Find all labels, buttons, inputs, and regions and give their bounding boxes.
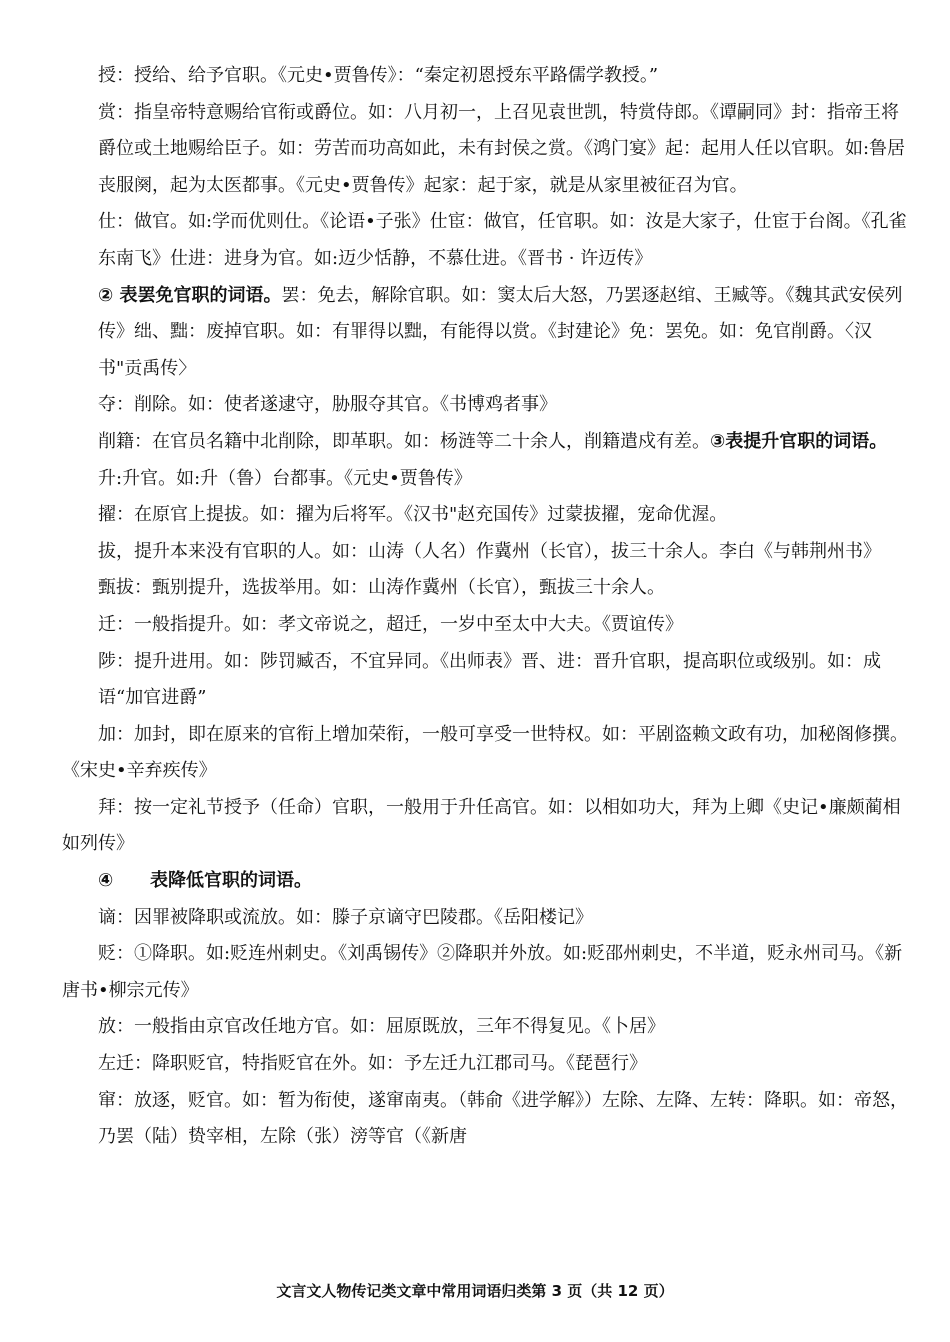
paragraph-shang: 赏：指皇帝特意赐给官衔或爵位。如：八月初一，上召见袁世凯，特赏侍郎。《谭嗣同》封：指帝王将爵位或土地赐给臣子。如：劳苦而功高如此，未有封侯之赏。《鸿门宴》起：起用人任以官职。如:鲁居丧服阕，起为太医都事。《元史•贾鲁传》起家：起于家，就是从家里被征召为官。 — [98, 101, 906, 196]
paragraph-zhi: 陟：提升进用。如：陟罚臧否，不宜异同。《出师表》晋、进：晋升官职，提高职位或级别。如：成语“加官进爵” — [98, 650, 881, 709]
paragraph-zhuo: 擢：在原官上提拔。如：擢为后将军。《汉书"赵充国传》过蒙拔擢，宠命优渥。 — [98, 504, 728, 526]
paragraph-zhe: 谪：因罪被降职或流放。如：滕子京谪守巴陵郡。《岳阳楼记》 — [98, 906, 593, 928]
paragraph-shi: 仕：做官。如:学而优则仕。《论语•子张》仕宦：做官，任官职。如：汝是大家子，仕宦于台阁。《孔雀东南飞》仕进：进身为官。如:迈少恬静，不慕仕进。《晋书 · 许迈传》 — [98, 211, 907, 269]
paragraph-ba: 拔，提升本来没有官职的人。如：山涛（人名）作冀州（长官），拔三十余人。李白《与韩荆州书》 — [98, 540, 881, 562]
paragraph-bai: 拜：按一定礼节授予（任命）官职，一般用于升任高官。如：以相如功大，拜为上卿《史记•廉颇蔺相如列传》 — [62, 796, 901, 855]
section-number-demotion: ④ — [98, 870, 114, 892]
paragraph-sheng: 升:升官。如:升（鲁）台都事。《元史•贾鲁传》 — [98, 467, 472, 489]
paragraph-fang: 放：一般指由京官改任地方官。如：屈原既放，三年不得复见。《卜居》 — [98, 1016, 665, 1038]
page-footer: 文言文人物传记类文章中常用词语归类第 3 页（共 12 页） — [276, 1282, 674, 1300]
paragraph-zhenba: 甄拔：甄别提升，选拔举用。如：山涛作冀州（长官），甄拔三十余人。 — [98, 577, 665, 599]
paragraph-xueji-text: 削籍：在官员名籍中北削除，即革职。如：杨涟等二十余人，削籍遣戍有差。 — [98, 430, 710, 452]
paragraph-shou: 授：授给、给予官职。《元史•贾鲁传》：“秦定初恩授东平路儒学教授。” — [98, 65, 659, 86]
paragraph-bian: 贬：①降职。如:贬连州刺史。《刘禹锡传》②降职并外放。如:贬邵州刺史，不半道，贬永州司马。《新唐书•柳宗元传》 — [62, 943, 903, 1001]
paragraph-demotion-heading — [62, 863, 910, 900]
paragraph-jia: 加：加封，即在原来的官衔上增加荣衔，一般可享受一世特权。如：平剧盗赖文政有功，加秘阁修撰。《宋史•辛弃疾传》 — [62, 723, 908, 782]
paragraph-qian: 迁：一般指提升。如：孝文帝说之，超迁，一岁中至太中大夫。《贾谊传》 — [98, 613, 683, 635]
section-heading-dismissal: ② 表罢免官职的词语。 — [98, 284, 282, 306]
paragraph-zuoqian: 左迁：降职贬官，特指贬官在外。如：予左迁九江郡司马。《琵琶行》 — [98, 1053, 647, 1075]
section-heading-promotion: ③表提升官职的词语。 — [710, 430, 888, 452]
paragraph-xueji — [62, 424, 910, 461]
document-body — [62, 58, 910, 1156]
paragraph-dismissal — [62, 278, 910, 388]
section-heading-demotion: 表降低官职的词语。 — [150, 870, 312, 892]
paragraph-cuan: 窜：放逐，贬官。如：暂为衔使，遂窜南夷。（韩俞《进学解》）左除、左降、左转：降职。如：帝怒，乃罢（陆）贽宰相，左除（张）滂等官（《新唐 — [98, 1089, 908, 1148]
paragraph-duo: 夺：削除。如：使者遂逮守，胁服夺其官。《书博鸡者事》 — [98, 394, 557, 416]
paragraph-dismissal-text: 罢：免去，解除官职。如：窦太后大怒，乃罢逐赵绾、王臧等。《魏其武安侯列传》绌、黜：废掉官职。如：有罪得以黜，有能得以赏。《封建论》免：罢免。如：免官削爵。〈汉书"贡禹传〉 — [98, 284, 903, 379]
